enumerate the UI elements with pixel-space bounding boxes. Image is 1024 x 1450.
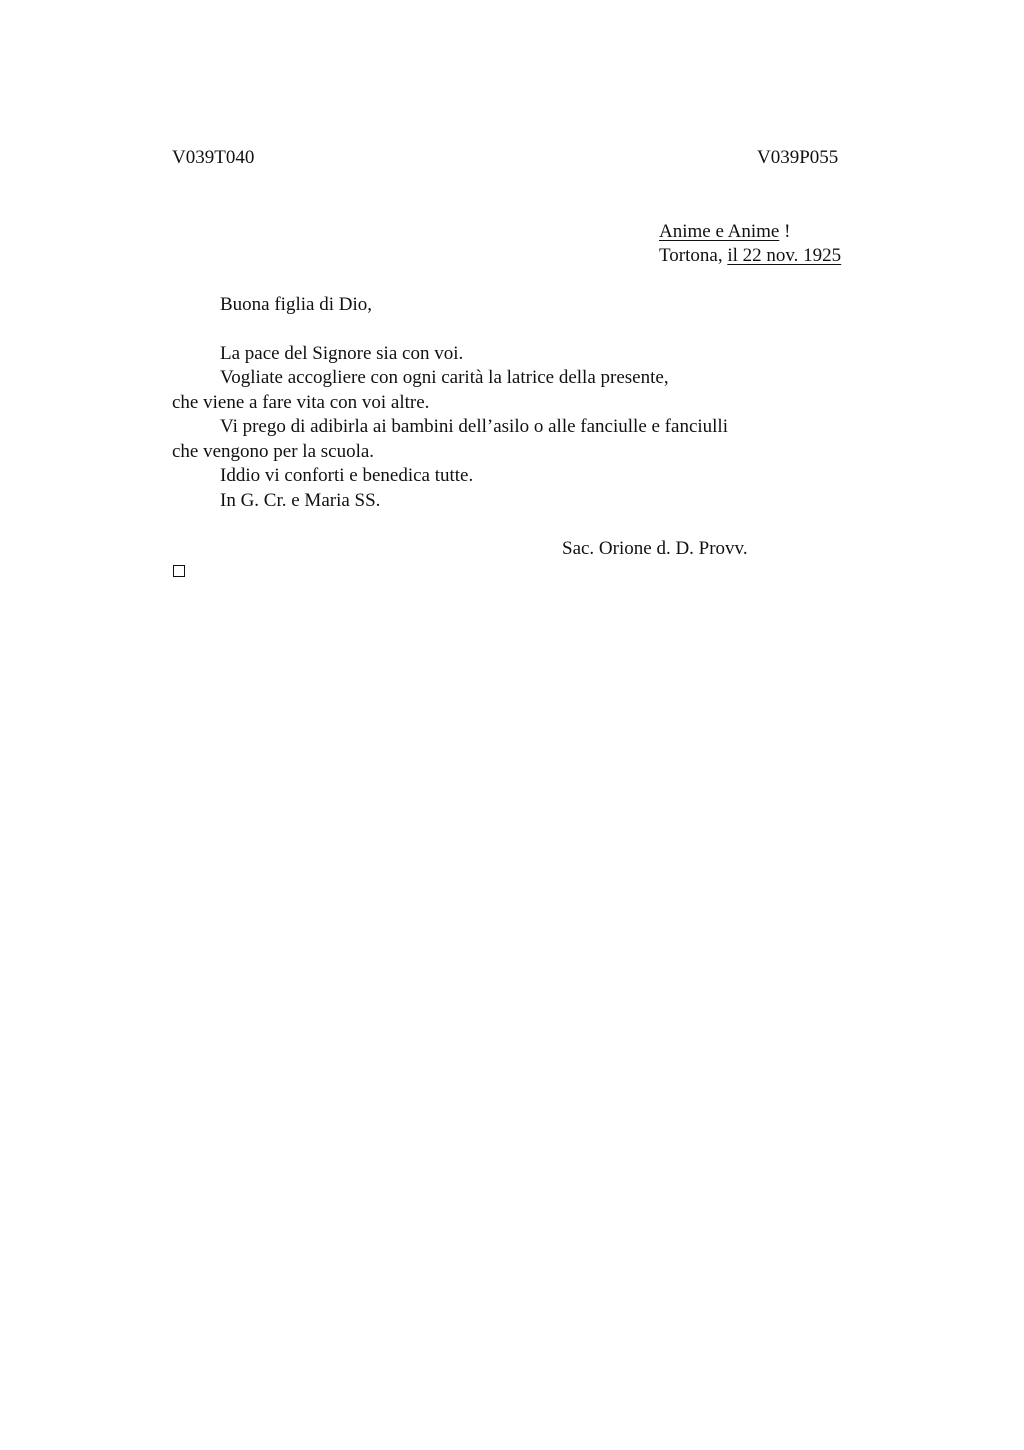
letter-line: Vi prego di adibirla ai bambini dell’asilo o alle fanciulle e fanciulli — [220, 416, 728, 437]
heading-title-mark: ! — [779, 221, 791, 242]
letter-line: che viene a fare vita con voi altre. — [172, 392, 430, 413]
letter-line: Vogliate accogliere con ogni carità la latrice della presente, — [220, 367, 669, 388]
doc-code-right: V039P055 — [757, 147, 839, 168]
letter-line: La pace del Signore sia con voi. — [220, 343, 464, 364]
heading-date: il 22 nov. 1925 — [727, 245, 842, 266]
square-icon — [173, 565, 185, 577]
heading-date-line — [659, 244, 841, 268]
letter-signature: Sac. Orione d. D. Provv. — [562, 538, 748, 559]
doc-code-left: V039T040 — [172, 147, 255, 168]
heading-title: Anime e Anime — [659, 221, 780, 242]
heading-title-line — [659, 220, 790, 244]
letter-line: Iddio vi conforti e benedica tutte. — [220, 465, 474, 486]
letter-line: che vengono per la scuola. — [172, 441, 375, 462]
letter-line: In G. Cr. e Maria SS. — [220, 490, 381, 511]
heading-place: Tortona, — [659, 245, 728, 266]
letter-salutation: Buona figlia di Dio, — [220, 294, 372, 315]
